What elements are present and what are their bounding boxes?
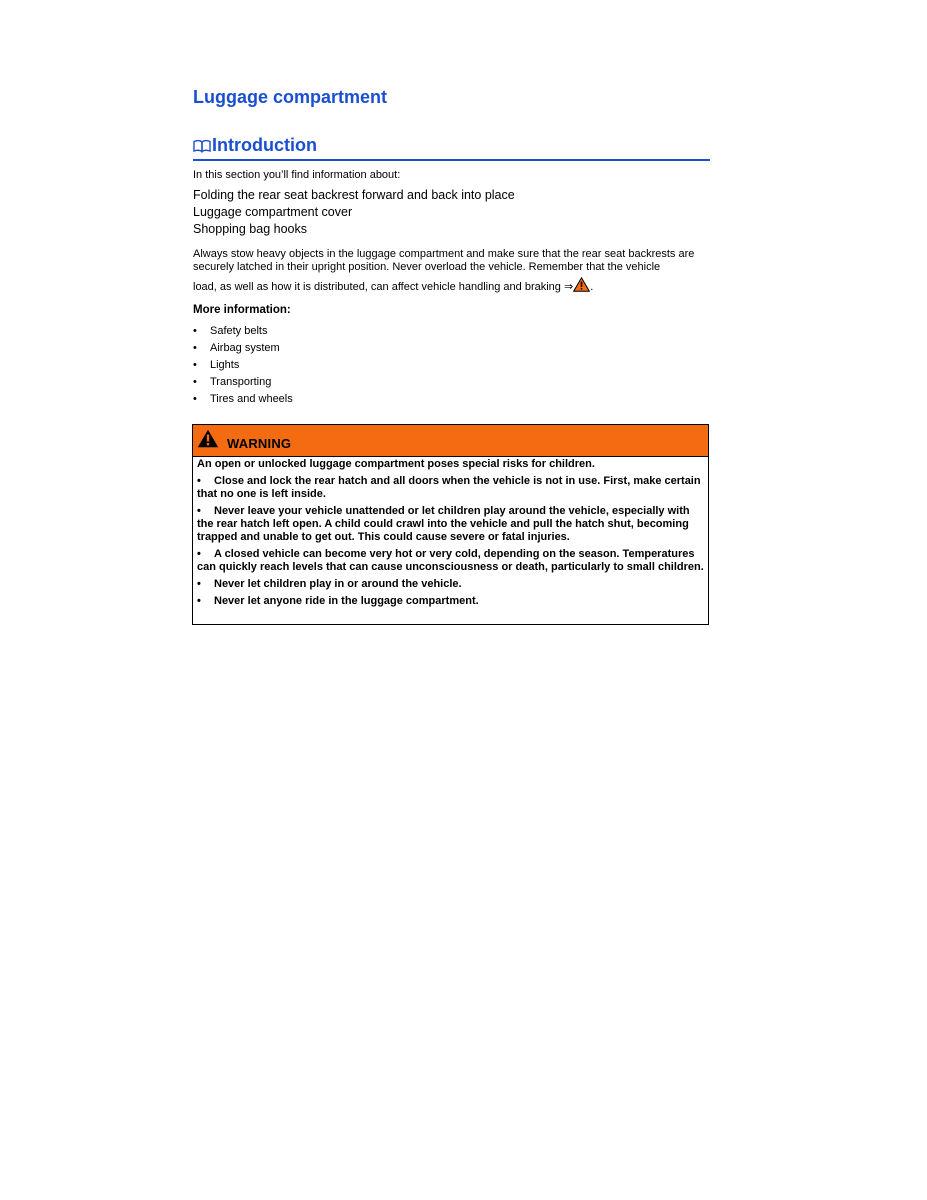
- warning-bullet: •: [197, 475, 201, 487]
- intro-text: In this section you’ll find information about:: [193, 169, 401, 181]
- warning-bullet: •: [197, 548, 201, 560]
- more-info-item[interactable]: • Lights: [193, 357, 293, 374]
- topic-item: Folding the rear seat backrest forward and back into place: [193, 188, 515, 202]
- paragraph-line: load, as well as how it is distributed, can affect vehicle handling and braking ⇒: [193, 281, 574, 293]
- warning-item: [197, 475, 704, 501]
- chapter-title: Luggage compartment: [193, 87, 388, 107]
- warning-item-text: Never let children play in or around the vehicle.: [214, 578, 462, 590]
- paragraph-line: are securely latched in their upright position. Never overload the vehicle. Remember that the vehicle: [193, 248, 695, 273]
- warning-item-text: Never leave your vehicle unattended or let children play around the vehicle, especially with the rear hatch left open. A child could crawl into the vehicle and pull the hatch shut, becoming trapped and unable to get out. This could cause severe or fatal injuries.: [197, 505, 690, 543]
- section-header: [193, 135, 710, 161]
- warning-bullet: •: [197, 595, 201, 607]
- section-title: [193, 135, 317, 156]
- warning-bullet: •: [197, 578, 201, 590]
- more-info-item[interactable]: • Airbag system: [193, 340, 293, 357]
- warning-item-text: A closed vehicle can become very hot or very cold, depending on the season. Temperatures can quickly reach levels that can cause unconsciousness or death, particularly to small children.: [197, 548, 704, 573]
- warning-body: [193, 457, 708, 608]
- paragraph-last-line: [193, 277, 710, 294]
- more-info-item[interactable]: • Transporting: [193, 374, 293, 391]
- warning-item: [197, 505, 704, 544]
- warning-label: WARNING: [227, 436, 292, 451]
- warning-lead: An open or unlocked luggage compartment poses special risks for children.: [197, 458, 595, 470]
- warning-item: [197, 595, 704, 608]
- more-info-item[interactable]: • Safety belts: [193, 323, 293, 340]
- topic-item: Shopping bag hooks: [193, 222, 307, 236]
- warning-bullet: •: [197, 505, 201, 517]
- topic-item: Luggage compartment cover: [193, 205, 353, 219]
- topic-list: [193, 187, 515, 238]
- more-info-title: More information:: [193, 304, 291, 316]
- book-icon: [193, 139, 211, 153]
- warning-box: [192, 424, 709, 625]
- more-info-item[interactable]: • Tires and wheels: [193, 391, 293, 408]
- paragraph-line: Always stow heavy objects in the luggage compartment and make sure that the rear seat backrests: [193, 248, 676, 260]
- body-paragraph: [193, 248, 710, 294]
- warning-item: [197, 548, 704, 574]
- warning-item: [197, 578, 704, 591]
- warning-triangle-icon: [197, 429, 219, 448]
- paragraph-line-end: .: [590, 281, 594, 293]
- section-title-text: Introduction: [212, 135, 317, 155]
- warning-triangle-icon[interactable]: [573, 277, 590, 292]
- warning-item-text: Never let anyone ride in the luggage compartment.: [214, 595, 479, 607]
- warning-item-text: Close and lock the rear hatch and all doors when the vehicle is not in use. First, make certain that no one is left inside.: [197, 475, 701, 500]
- warning-header: [193, 425, 708, 457]
- more-info-list: [193, 323, 293, 408]
